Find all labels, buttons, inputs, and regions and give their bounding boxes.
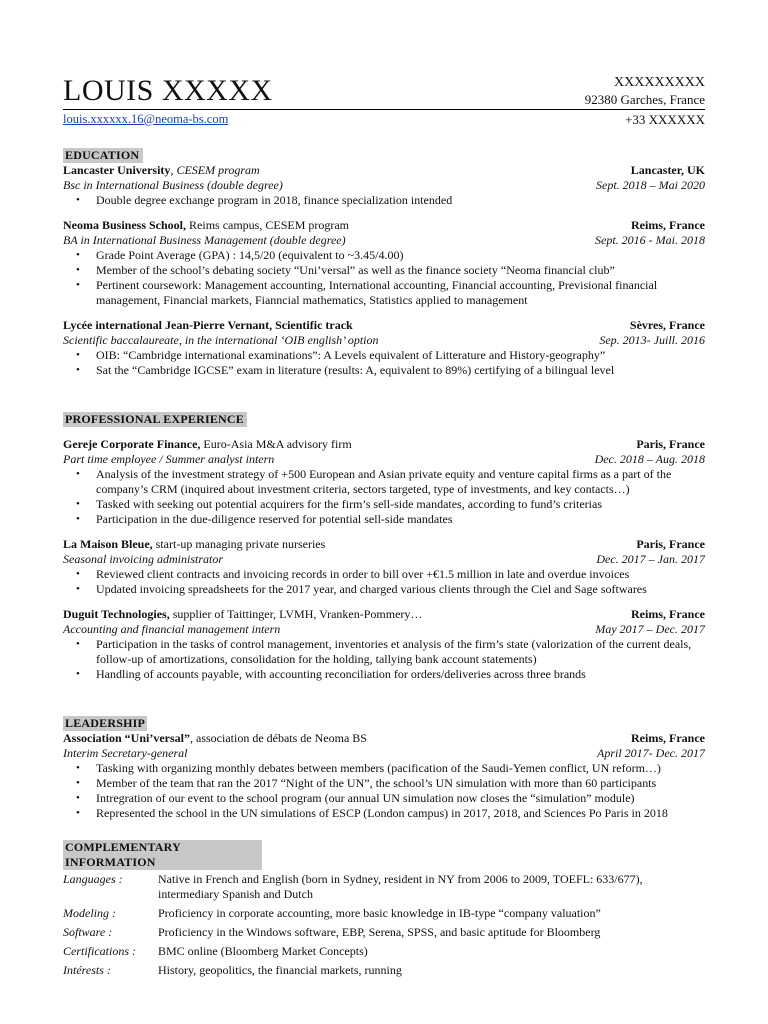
entry-location: Paris, France <box>636 537 705 551</box>
info-row-languages <box>63 872 705 902</box>
email-link[interactable]: louis.xxxxxx.16@neoma-bs.com <box>63 112 229 126</box>
entry-org: Gereje Corporate Finance, <box>63 437 201 451</box>
entry-dates: Sept. 2018 – Mai 2020 <box>596 178 705 192</box>
education-entry <box>63 163 705 208</box>
education-heading: EDUCATION <box>63 148 143 163</box>
entry-org: Lycée international Jean-Pierre Vernant, Scientific track <box>63 318 353 332</box>
education-section <box>63 148 705 378</box>
experience-heading: PROFESSIONAL EXPERIENCE <box>63 412 247 427</box>
entry-org-detail: supplier of Taittinger, LVMH, Vranken-Pommery… <box>169 607 423 621</box>
entry-bullets <box>63 348 705 378</box>
bullet-item: • Sat the “Cambridge IGCSE” exam in literature (results: A, equivalent to 89%) certifying of a bilingual level <box>96 363 705 378</box>
address-line-1: XXXXXXXXX <box>614 75 705 90</box>
entry-bullets <box>63 761 705 821</box>
experience-entry <box>63 537 705 597</box>
phone-number: +33 XXXXXX <box>625 112 705 127</box>
education-entry <box>63 218 705 308</box>
entry-dates: Sep. 2013- Juill. 2016 <box>599 333 705 347</box>
entry-location: Reims, France <box>631 218 705 232</box>
complementary-heading: COMPLEMENTARY INFORMATION <box>63 840 262 870</box>
entry-org-detail: , association de débats de Neoma BS <box>190 731 367 745</box>
info-key: Certifications : <box>63 944 136 958</box>
complementary-section <box>63 840 705 978</box>
info-row-certifications <box>63 944 705 959</box>
experience-section <box>63 412 705 682</box>
entry-location: Sèvres, France <box>629 318 705 332</box>
leadership-section <box>63 716 705 821</box>
bullet-item: • Tasked with seeking out potential acquirers for the firm’s sell-side mandates, according to fund’s criterias <box>96 497 705 512</box>
info-value: Proficiency in corporate accounting, more basic knowledge in IB-type “company valuation” <box>158 906 601 920</box>
entry-dates: Sept. 2016 - Mai. 2018 <box>595 233 705 247</box>
entry-org-detail: , CESEM program <box>170 163 260 177</box>
entry-org-detail: Euro-Asia M&A advisory firm <box>200 437 352 451</box>
info-value: BMC online (Bloomberg Market Concepts) <box>158 944 368 958</box>
entry-role: Interim Secretary-general <box>63 746 188 760</box>
bullet-item: • Analysis of the investment strategy of +500 European and Asian private equity and venture capital firms as a part of the company’s CRM (inquired about investment criteria, sectors targeted, type of investments, and key contacts…) <box>96 467 705 497</box>
info-key: Languages : <box>63 872 123 886</box>
bullet-item: • Reviewed client contracts and invoicing records in order to bill over +€1.5 million in late and overdue invoices <box>96 567 705 582</box>
info-row-software <box>63 925 705 940</box>
bullet-item: • Handling of accounts payable, with accounting reconciliation for orders/deliveries across three brands <box>96 667 705 682</box>
bullet-item: • Participation in the tasks of control management, inventories et analysis of the firm’s state (valorization of the current deals, follow-up of amortizations, consolidation for the holding, tallying bank account statements) <box>96 637 705 667</box>
entry-dates: April 2017- Dec. 2017 <box>597 746 705 760</box>
entry-org: Neoma Business School, <box>63 218 187 232</box>
bullet-item: • Represented the school in the UN simulations of ESCP (London campus) in 2017, 2018, and Sciences Po Paris in 2018 <box>96 806 705 821</box>
header-divider <box>63 109 705 110</box>
entry-role: Bsc in International Business (double degree) <box>63 178 283 192</box>
entry-role: Part time employee / Summer analyst intern <box>63 452 275 466</box>
entry-bullets <box>63 637 705 682</box>
leadership-entry <box>63 731 705 821</box>
bullet-item: • Tasking with organizing monthly debates between members (pacification of the Saudi-Yemen conflict, UN reform…) <box>96 761 705 776</box>
entry-dates: Dec. 2018 – Aug. 2018 <box>594 452 705 466</box>
bullet-item: • Double degree exchange program in 2018, finance specialization intended <box>96 193 705 208</box>
info-row-modeling <box>63 906 705 921</box>
bullet-item: • OIB: “Cambridge international examinations”: A Levels equivalent of Litterature and History-geography” <box>96 348 705 363</box>
experience-entry <box>63 437 705 527</box>
entry-org: Association “Uni’versal” <box>63 731 190 745</box>
education-entry <box>63 318 705 378</box>
bullet-item: • Participation in the due-diligence reserved for potential sell-side mandates <box>96 512 705 527</box>
bullet-item: • Grade Point Average (GPA) : 14,5/20 (equivalent to ~3.45/4.00) <box>96 248 705 263</box>
entry-bullets <box>63 467 705 527</box>
entry-dates: Dec. 2017 – Jan. 2017 <box>596 552 705 566</box>
candidate-name: LOUIS XXXXX <box>63 74 273 107</box>
entry-org: La Maison Bleue, <box>63 537 153 551</box>
entry-bullets <box>63 248 705 308</box>
entry-bullets <box>63 193 705 208</box>
entry-location: Reims, France <box>631 731 705 745</box>
entry-location: Lancaster, UK <box>630 163 705 177</box>
entry-location: Reims, France <box>631 607 705 621</box>
entry-org: Lancaster University <box>63 163 171 177</box>
entry-org: Duguit Technologies, <box>63 607 170 621</box>
info-key: Modeling : <box>63 906 116 920</box>
info-key: Intérests : <box>63 963 111 977</box>
entry-dates: May 2017 – Dec. 2017 <box>595 622 705 636</box>
leadership-heading: LEADERSHIP <box>65 716 146 730</box>
bullet-item: • Intregration of our event to the school program (our annual UN simulation now closes the “simulation” module) <box>96 791 705 806</box>
entry-role: Scientific baccalaureate, in the international ‘OIB english’ option <box>63 333 379 347</box>
info-value: Proficiency in the Windows software, EBP, Serena, SPSS, and basic aptitude for Bloomberg <box>158 925 601 939</box>
bullet-item: • Member of the team that ran the 2017 “Night of the UN”, the school’s UN simulation with more than 60 participants <box>96 776 705 791</box>
entry-org-detail: start-up managing private nurseries <box>152 537 326 551</box>
info-value: Native in French and English (born in Sydney, resident in NY from 2006 to 2009, TOEFL: 633/677), intermediary Spanish and Dutch <box>158 872 643 901</box>
entry-role: Seasonal invoicing administrator <box>63 552 223 566</box>
info-row-interests <box>63 963 705 978</box>
entry-role: BA in International Business Management (double degree) <box>63 233 346 247</box>
entry-location: Paris, France <box>636 437 705 451</box>
bullet-item: • Pertinent coursework: Management accounting, International accounting, Financial accounting, Previsional financial management, Financial markets, Fianncial mathematics, Statistics applied to management <box>96 278 705 308</box>
bullet-item: • Member of the school’s debating society “Uni’versal” as well as the finance society “Neoma financial club” <box>96 263 705 278</box>
entry-role: Accounting and financial management intern <box>63 622 281 636</box>
experience-entry <box>63 607 705 682</box>
info-value: History, geopolitics, the financial markets, running <box>158 963 402 977</box>
entry-org-detail: Reims campus, CESEM program <box>186 218 350 232</box>
info-key: Software : <box>63 925 113 939</box>
entry-bullets <box>63 567 705 597</box>
bullet-item: • Updated invoicing spreadsheets for the 2017 year, and charged various clients through the Ciel and Sage softwares <box>96 582 705 597</box>
address-line-2: 92380 Garches, France <box>584 92 705 107</box>
